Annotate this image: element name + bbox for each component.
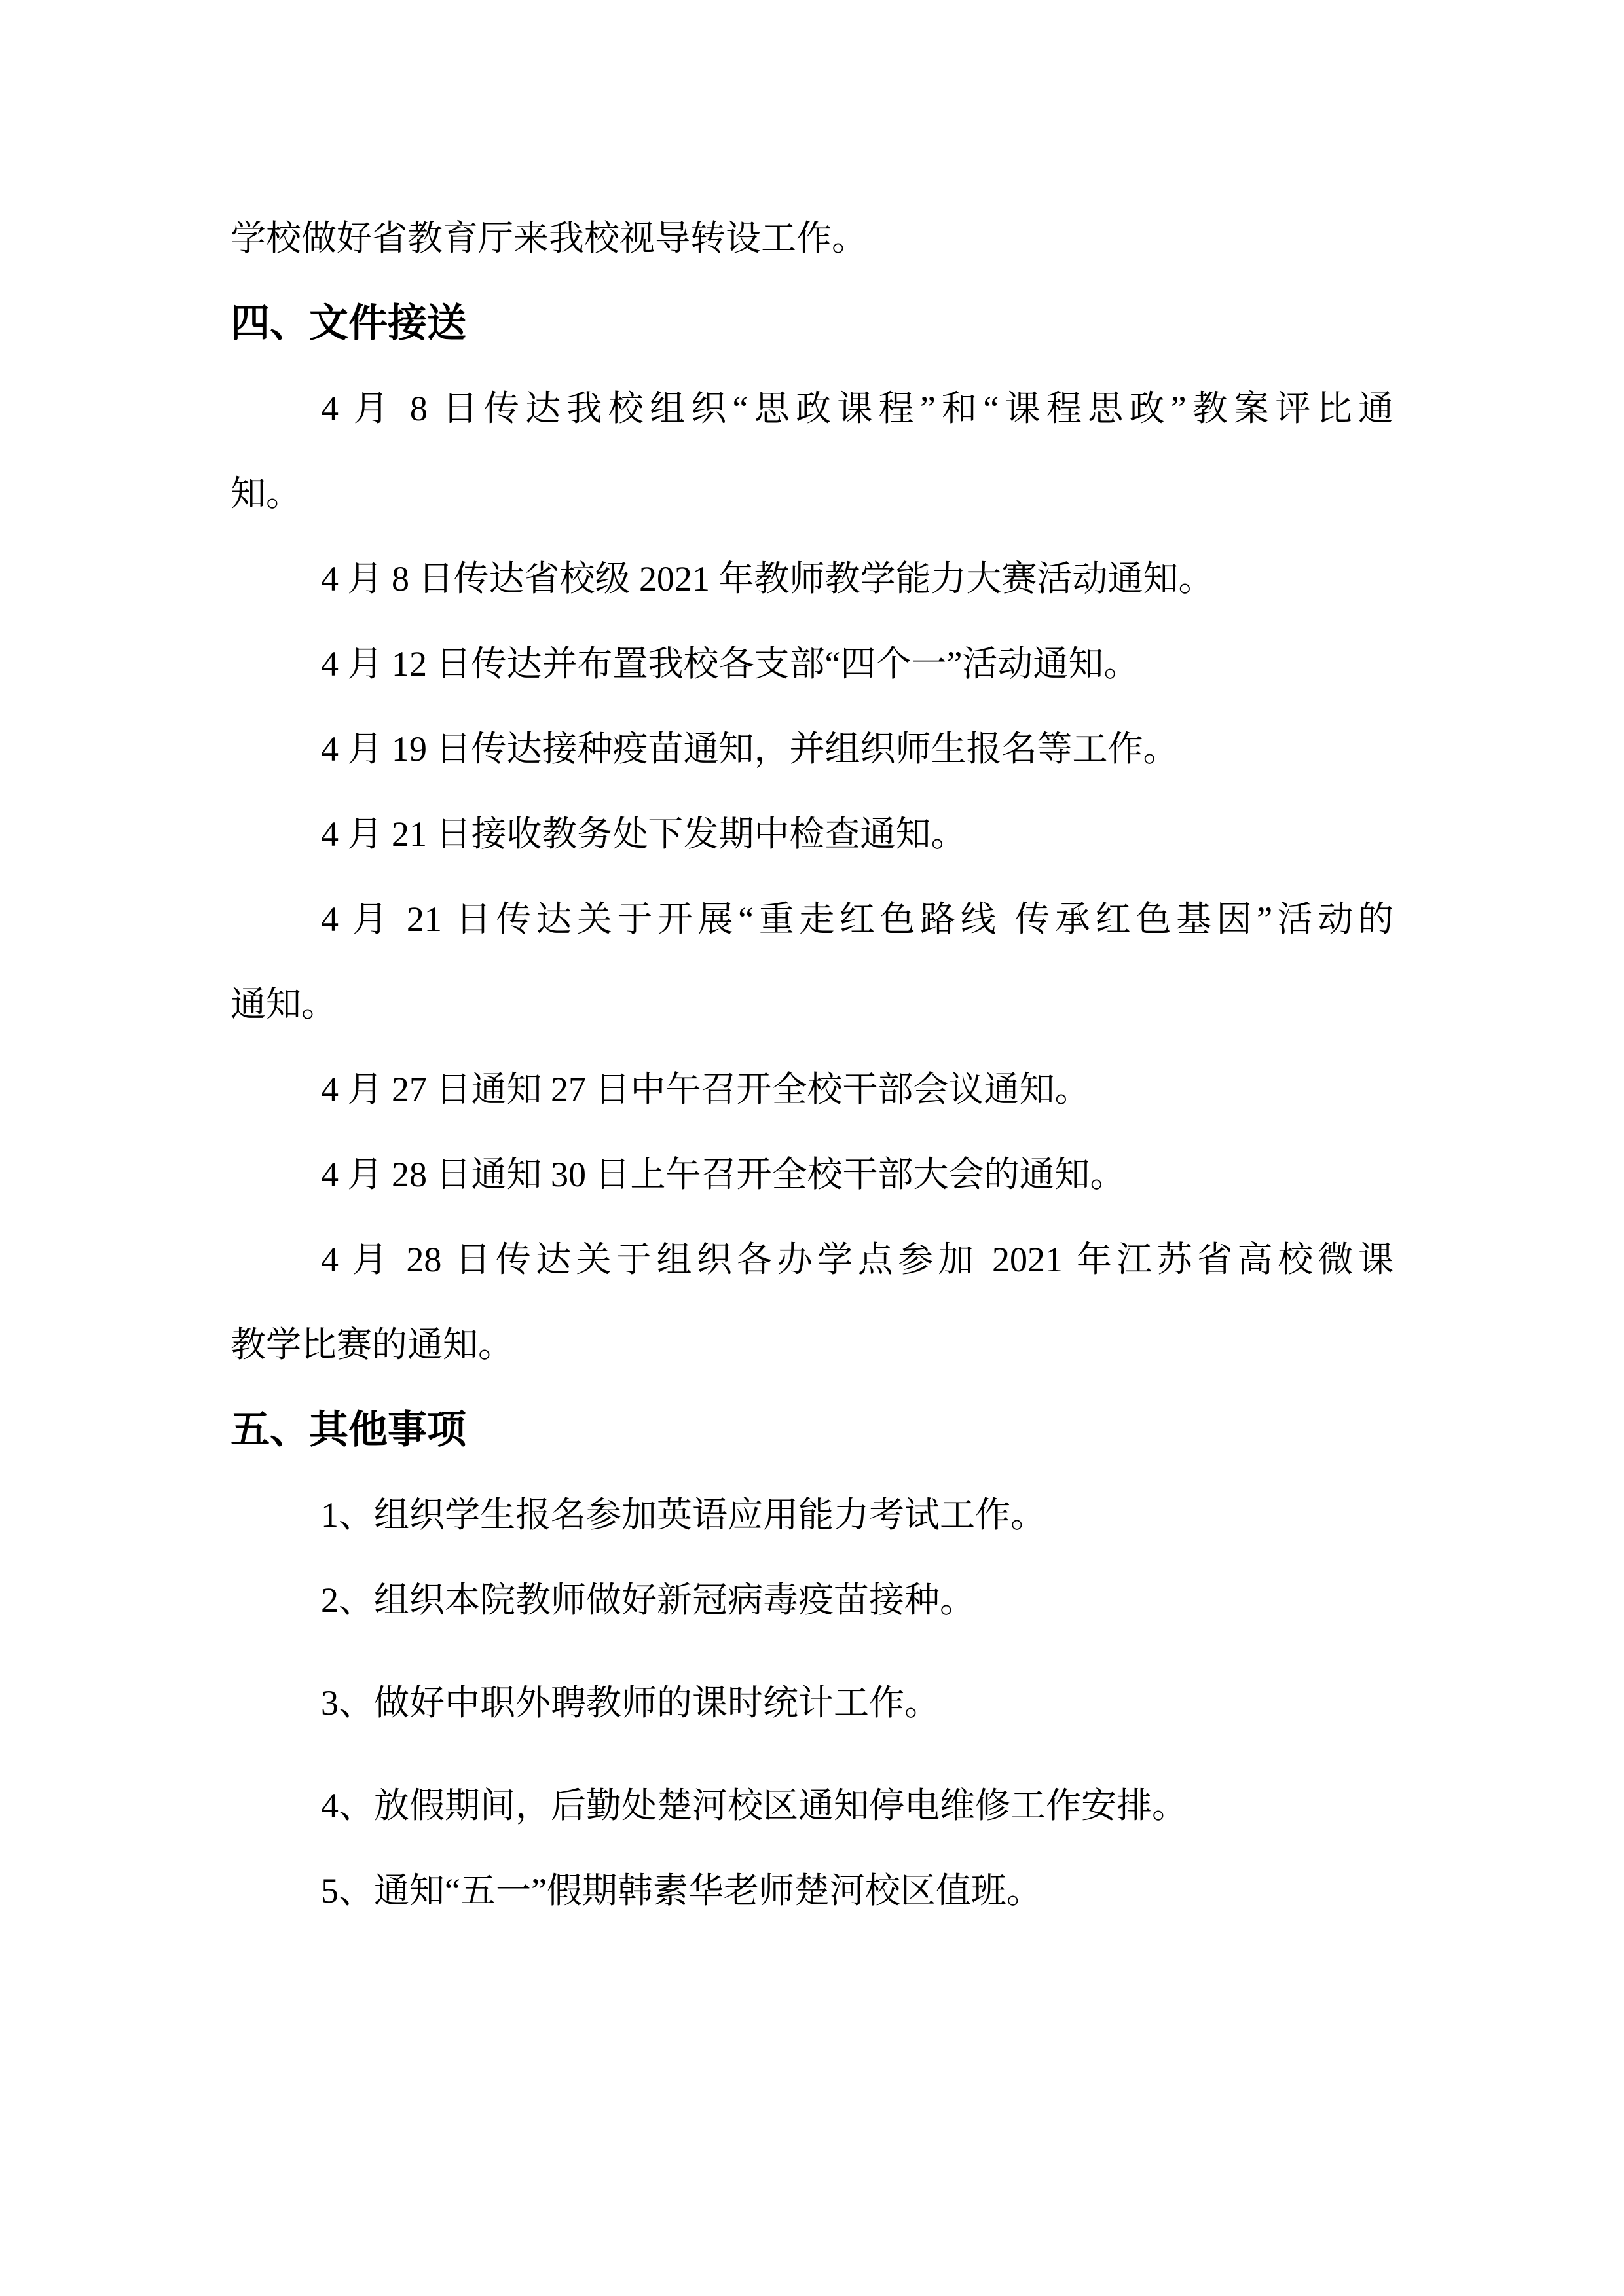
notice-paragraph-line: 教学比赛的通知。 (231, 1325, 513, 1364)
notice-paragraph-line: 4 月 12 日传达并布置我校各支部“四个一”活动通知。 (321, 644, 1139, 683)
section-four-heading: 四、文件接送 (231, 302, 466, 345)
notice-paragraph-line: 4 月 27 日通知 27 日中午召开全校干部会议通知。 (321, 1070, 1090, 1109)
notice-paragraph-line: 4 月 28 日通知 30 日上午召开全校干部大会的通知。 (321, 1155, 1126, 1194)
carryover-paragraph-line: 学校做好省教育厅来我校视导转设工作。 (231, 219, 867, 258)
other-item-line: 5、通知“五一”假期韩素华老师楚河校区值班。 (321, 1871, 1042, 1910)
notice-paragraph-line: 4 月 21 日传达关于开展“重走红色路线 传承红色基因”活动的 (321, 900, 1393, 939)
notice-paragraph-line: 知。 (231, 474, 301, 513)
notice-paragraph-line: 4 月 8 日传达省校级 2021 年教师教学能力大赛活动通知。 (321, 559, 1214, 598)
other-item-line: 2、组织本院教师做好新冠病毒疫苗接种。 (321, 1580, 975, 1620)
document-body (231, 0, 1393, 1933)
section-five-heading: 五、其他事项 (231, 1408, 466, 1451)
other-item-line: 3、做好中职外聘教师的课时统计工作。 (321, 1683, 940, 1722)
other-item-line: 4、放假期间，后勤处楚河校区通知停电维修工作安排。 (321, 1786, 1187, 1825)
notice-paragraph-line: 4 月 8 日传达我校组织“思政课程”和“课程思政”教案评比通 (321, 389, 1393, 428)
notice-paragraph-line: 4 月 19 日传达接种疫苗通知，并组织师生报名等工作。 (321, 729, 1179, 769)
notice-paragraph-line: 4 月 28 日传达关于组织各办学点参加 2021 年江苏省高校微课 (321, 1240, 1393, 1279)
other-item-line: 1、组织学生报名参加英语应用能力考试工作。 (321, 1495, 1046, 1535)
notice-paragraph-line: 4 月 21 日接收教务处下发期中检查通知。 (321, 814, 967, 854)
notice-paragraph-line: 通知。 (231, 985, 337, 1024)
